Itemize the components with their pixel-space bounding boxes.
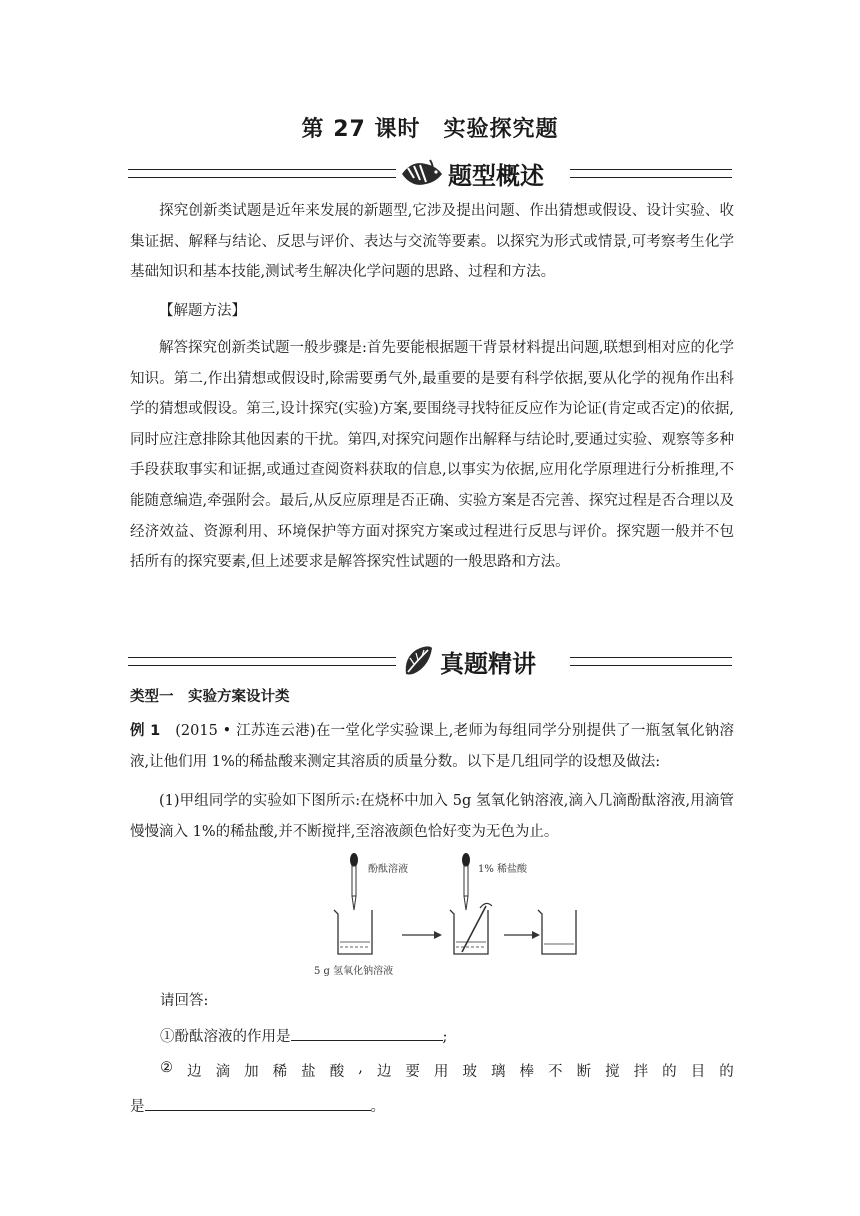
- q2-char: 的: [662, 1064, 677, 1080]
- question-1-end: ;: [442, 1029, 448, 1045]
- section-banner-overview: [128, 155, 732, 191]
- label-phenolphthalein: 酚酞溶液: [368, 864, 408, 875]
- banner-rule-left: [128, 657, 396, 666]
- section-banner-real-questions: [128, 643, 732, 679]
- answer-blank-1[interactable]: [291, 1026, 443, 1041]
- q2-char: 断: [576, 1064, 592, 1080]
- q2-char: 稀: [272, 1064, 288, 1080]
- question-2-cont-text: 是: [130, 1099, 145, 1115]
- example-text: (2015 • 江苏连云港)在一堂化学实验课上,老师为每组同学分别提供了一瓶氢氧化钠溶液,让他们用 1%的稀盐酸来测定其溶质的质量分数。以下是几组同学的设想及做法:: [130, 723, 735, 770]
- leaf-icon: [400, 644, 436, 678]
- q2-char: ②: [160, 1060, 173, 1076]
- example-paragraph: [130, 716, 734, 777]
- dropper-phenolphthalein: [350, 853, 358, 910]
- q2-char: 棒: [519, 1064, 535, 1080]
- beaker-2: [450, 910, 488, 954]
- q2-char: 搅: [605, 1064, 620, 1080]
- label-naoh-solution: 5 g 氢氧化钠溶液: [314, 966, 394, 977]
- example-label: 例 1: [130, 723, 161, 739]
- intro-text: 探究创新类试题是近年来发展的新题型,它涉及提出问题、作出猜想或假设、设计实验、收集证据、解释与结论、反思与评价、表达与交流等要素。以探究为形式或情景,可考察考生化学基础知识和基本技能,测试考生解决化学问题的思路、过程和方法。: [130, 203, 734, 281]
- banner-rule-right: [570, 657, 732, 666]
- fish-icon: [400, 156, 444, 190]
- section-heading-text: 真题精讲: [440, 649, 536, 678]
- section-heading-overview: [400, 155, 544, 191]
- page-title: 第 27 课时 实验探究题: [301, 117, 559, 142]
- question-1-text: ①酚酞溶液的作用是: [160, 1029, 291, 1045]
- section-heading-text: 题型概述: [448, 161, 544, 190]
- method-label: 【解题方法】: [159, 303, 246, 319]
- q2-char: 滴: [215, 1064, 231, 1080]
- beaker-1: [334, 910, 372, 954]
- part1-paragraph: [130, 786, 734, 847]
- label-hcl: 1% 稀盐酸: [478, 864, 528, 875]
- question-1: [160, 1022, 447, 1052]
- q2-char: 的: [719, 1064, 734, 1080]
- experiment-figure: [300, 850, 590, 980]
- dropper-hcl: [462, 853, 470, 910]
- arrow-1: [402, 931, 442, 939]
- answer-blank-2[interactable]: [145, 1096, 371, 1111]
- banner-rule-left: [128, 169, 396, 178]
- q2-char: 边: [187, 1064, 202, 1080]
- q2-char: 玻: [462, 1064, 477, 1080]
- q2-char: 边: [376, 1064, 392, 1080]
- q2-char: 加: [244, 1064, 259, 1080]
- type-heading: 类型一 实验方案设计类: [130, 689, 290, 705]
- banner-rule-right: [570, 169, 732, 178]
- section-heading-real-questions: [400, 643, 536, 679]
- question-2-line: [160, 1060, 734, 1081]
- q2-char: ,: [358, 1060, 363, 1076]
- q2-char: 不: [548, 1064, 563, 1080]
- q2-char: 酸: [329, 1064, 345, 1080]
- arrow-2: [504, 931, 540, 939]
- question-2-end: 。: [370, 1099, 385, 1115]
- answer-prompt: 请回答:: [160, 993, 209, 1009]
- q2-char: 要: [405, 1064, 420, 1080]
- method-paragraph: [130, 333, 734, 578]
- q2-char: 璃: [490, 1064, 506, 1080]
- q2-char: 目: [690, 1064, 706, 1080]
- question-2-cont: [130, 1092, 385, 1122]
- q2-char: 盐: [301, 1064, 316, 1080]
- intro-paragraph: [130, 196, 734, 288]
- q2-char: 用: [433, 1064, 449, 1080]
- beaker-3: [538, 910, 576, 954]
- part1-text: (1)甲组同学的实验如下图所示:在烧杯中加入 5g 氢氧化钠溶液,滴入几滴酚酞溶液,用滴管慢慢滴入 1%的稀盐酸,并不断搅拌,至溶液颜色恰好变为无色为止。: [130, 793, 734, 840]
- method-text: 解答探究创新类试题一般步骤是:首先要能根据题干背景材料提出问题,联想到相对应的化学知识。第二,作出猜想或假设时,除需要勇气外,最重要的是要有科学依据,要从化学的视角作出科学的猜想或假设。第三,设计探究(实验)方案,要围绕寻找特征反应作为论证(肯定或否定)的依据,同时应注意排除其他因素的干扰。第四,对探究问题作出解释与结论时,要通过实验、观察等多种手段获取事实和证据,或通过查阅资料获取的信息,以事实为依据,应用化学原理进行分析推理,不能随意编造,牵强附会。最后,从反应原理是否正确、实验方案是否完善、探究过程是否合理以及经济效益、资源利用、环境保护等方面对探究方案或过程进行反思与评价。探究题一般并不包括所有的探究要素,但上述要求是解答探究性试题的一般思路和方法。: [130, 340, 734, 571]
- q2-char: 拌: [633, 1064, 649, 1080]
